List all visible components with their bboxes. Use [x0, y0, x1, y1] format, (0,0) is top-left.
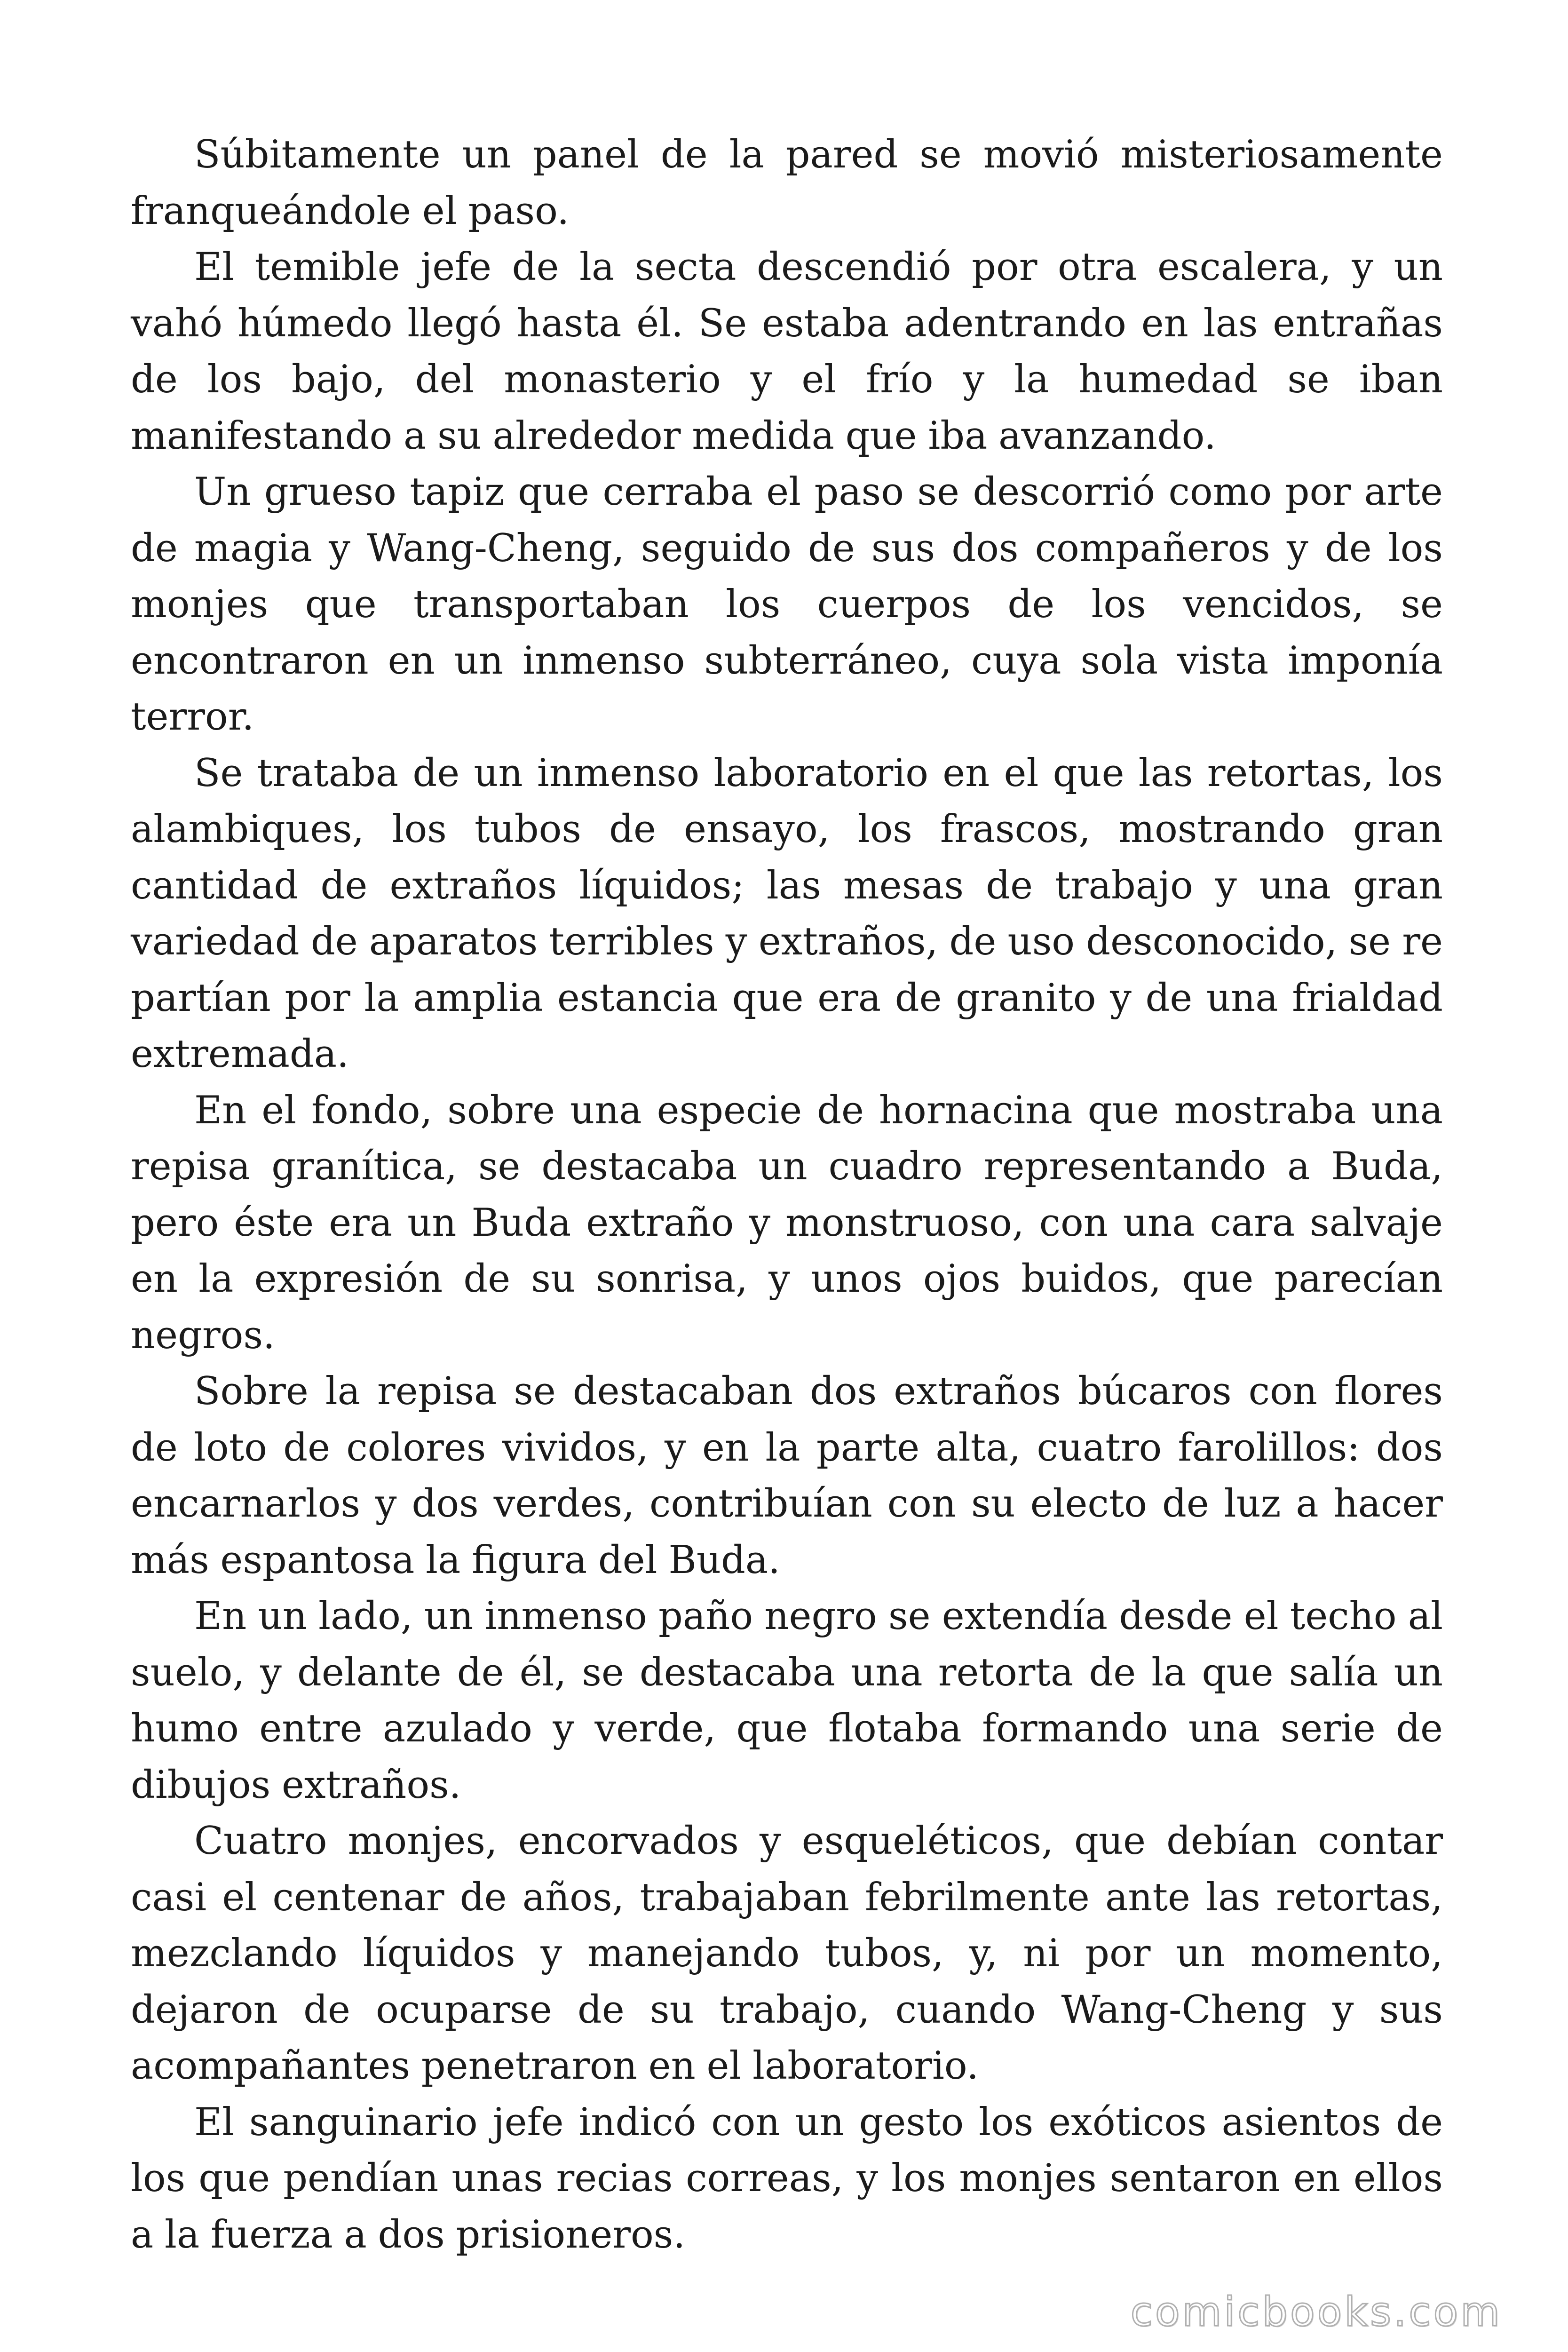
paragraph-5: En el fondo, sobre una especie de hornacina que mostraba una repisa granítica, se destacaba un cuadro representando a Buda, pero éste era un Buda extraño y monstruoso, con una cara salvaje en la expresión de su sonrisa, y unos ojos buidos, que parecían negros. [131, 1088, 1443, 1358]
paragraph-2: El temible jefe de la secta descendió por otra escalera, y un vahó húmedo llegó hasta él. Se estaba adentrando en las entrañas de los bajo, del monasterio y el frío y la humedad se iban manifestando a su alrededor medida que iba avanzando. [131, 245, 1443, 458]
book-page-text [131, 127, 1443, 2263]
paragraph-1: Súbitamente un panel de la pared se movió misteriosamente franqueándole el paso. [131, 133, 1443, 233]
paragraph-6: Sobre la repisa se destacaban dos extraños búcaros con flores de loto de colores vividos, y en la parte alta, cuatro farolillos: dos encarnarlos y dos verdes, contribuían con su electo de luz a hacer más espantosa la figura del Buda. [131, 1369, 1443, 1582]
paragraph-7: En un lado, un inmenso paño negro se extendía desde el techo al suelo, y delante de él, se destacaba una retorta de la que salía un humo entre azulado y verde, que flotaba formando una serie de dibujos extraños. [131, 1594, 1443, 1807]
watermark: comicbooks.com [1130, 2288, 1502, 2336]
paragraph-9: El sanguinario jefe indicó con un gesto los exóticos asientos de los que pendían unas recias correas, y los monjes sentaron en ellos a la fuerza a dos prisioneros. [131, 2100, 1443, 2257]
paragraph-3: Un grueso tapiz que cerraba el paso se descorrió como por arte de magia y Wang-Cheng, seguido de sus dos compañeros y de los monjes que transportaban los cuerpos de los vencidos, se encontraron en un inmenso subterráneo, cuya sola vista imponía terror. [131, 470, 1443, 739]
paragraph-4: Se trataba de un inmenso laboratorio en el que las retortas, los alambiques, los tubos de ensayo, los frascos, mostrando gran cantidad de extraños líquidos; las mesas de trabajo y una gran variedad de aparatos terribles y extraños, de uso desconocido, se re partían por la amplia estancia que era de granito y de una frialdad extremada. [131, 751, 1443, 1076]
paragraph-8: Cuatro monjes, encorvados y esqueléticos, que debían contar casi el centenar de años, trabajaban febrilmente ante las retortas, mezclando líquidos y manejando tubos, y, ni por un momento, dejaron de ocuparse de su trabajo, cuando Wang-Cheng y sus acompañantes penetraron en el laboratorio. [131, 1819, 1443, 2088]
